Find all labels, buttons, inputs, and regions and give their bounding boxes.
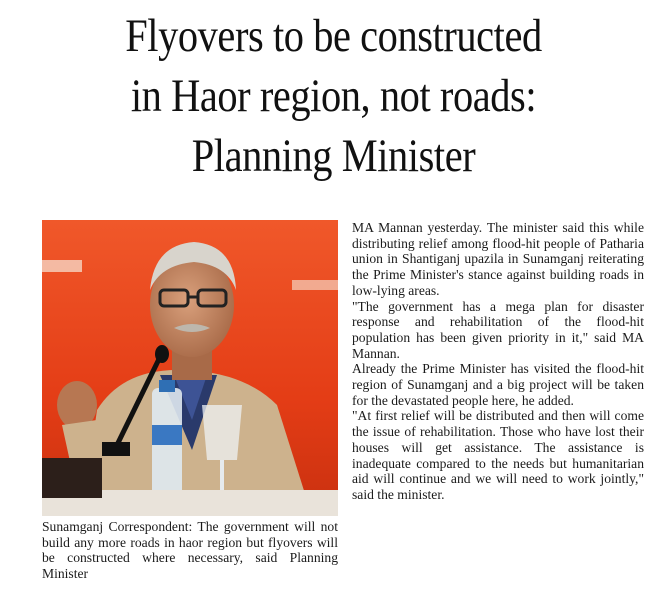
headline-line-3: Planning Minister (191, 130, 476, 182)
headline (47, 6, 621, 186)
headline-line-1: Flyovers to be constructed (125, 10, 542, 62)
caption-text: Sunamganj Correspondent: The government will not build any more roads in haor region but flyovers will be constructed where necessary, said Planning Minister (42, 519, 338, 582)
article-photo (42, 220, 338, 516)
photo-caption (42, 519, 338, 582)
paragraph-1: MA Mannan yesterday. The minister said this while distributing relief among flood-hit people of Patharia union in Shantiganj upazila in Sunamganj reiterating the Prime Minister's stance against building roads in low-lying areas. (352, 220, 644, 298)
article-body (352, 220, 644, 503)
paragraph-2: "The government has a mega plan for disaster response and rehabilitation of the flood-hit population has been given priority in it," said MA Mannan. (352, 298, 644, 361)
paragraph-3: Already the Prime Minister has visited the flood-hit region of Sunamganj and a big project will be taken for the devastated people here, he added. (352, 361, 644, 408)
headline-line-2: in Haor region, not roads: (130, 70, 537, 122)
paragraph-4: "At first relief will be distributed and then will come the issue of rehabilitation. Those who have lost their houses will get assistance. The assistance is inadequate compared to the needs but humanitarian aid will continue and we will need to work jointly," said the minister. (352, 408, 644, 502)
minister-photo-illustration (42, 220, 338, 516)
